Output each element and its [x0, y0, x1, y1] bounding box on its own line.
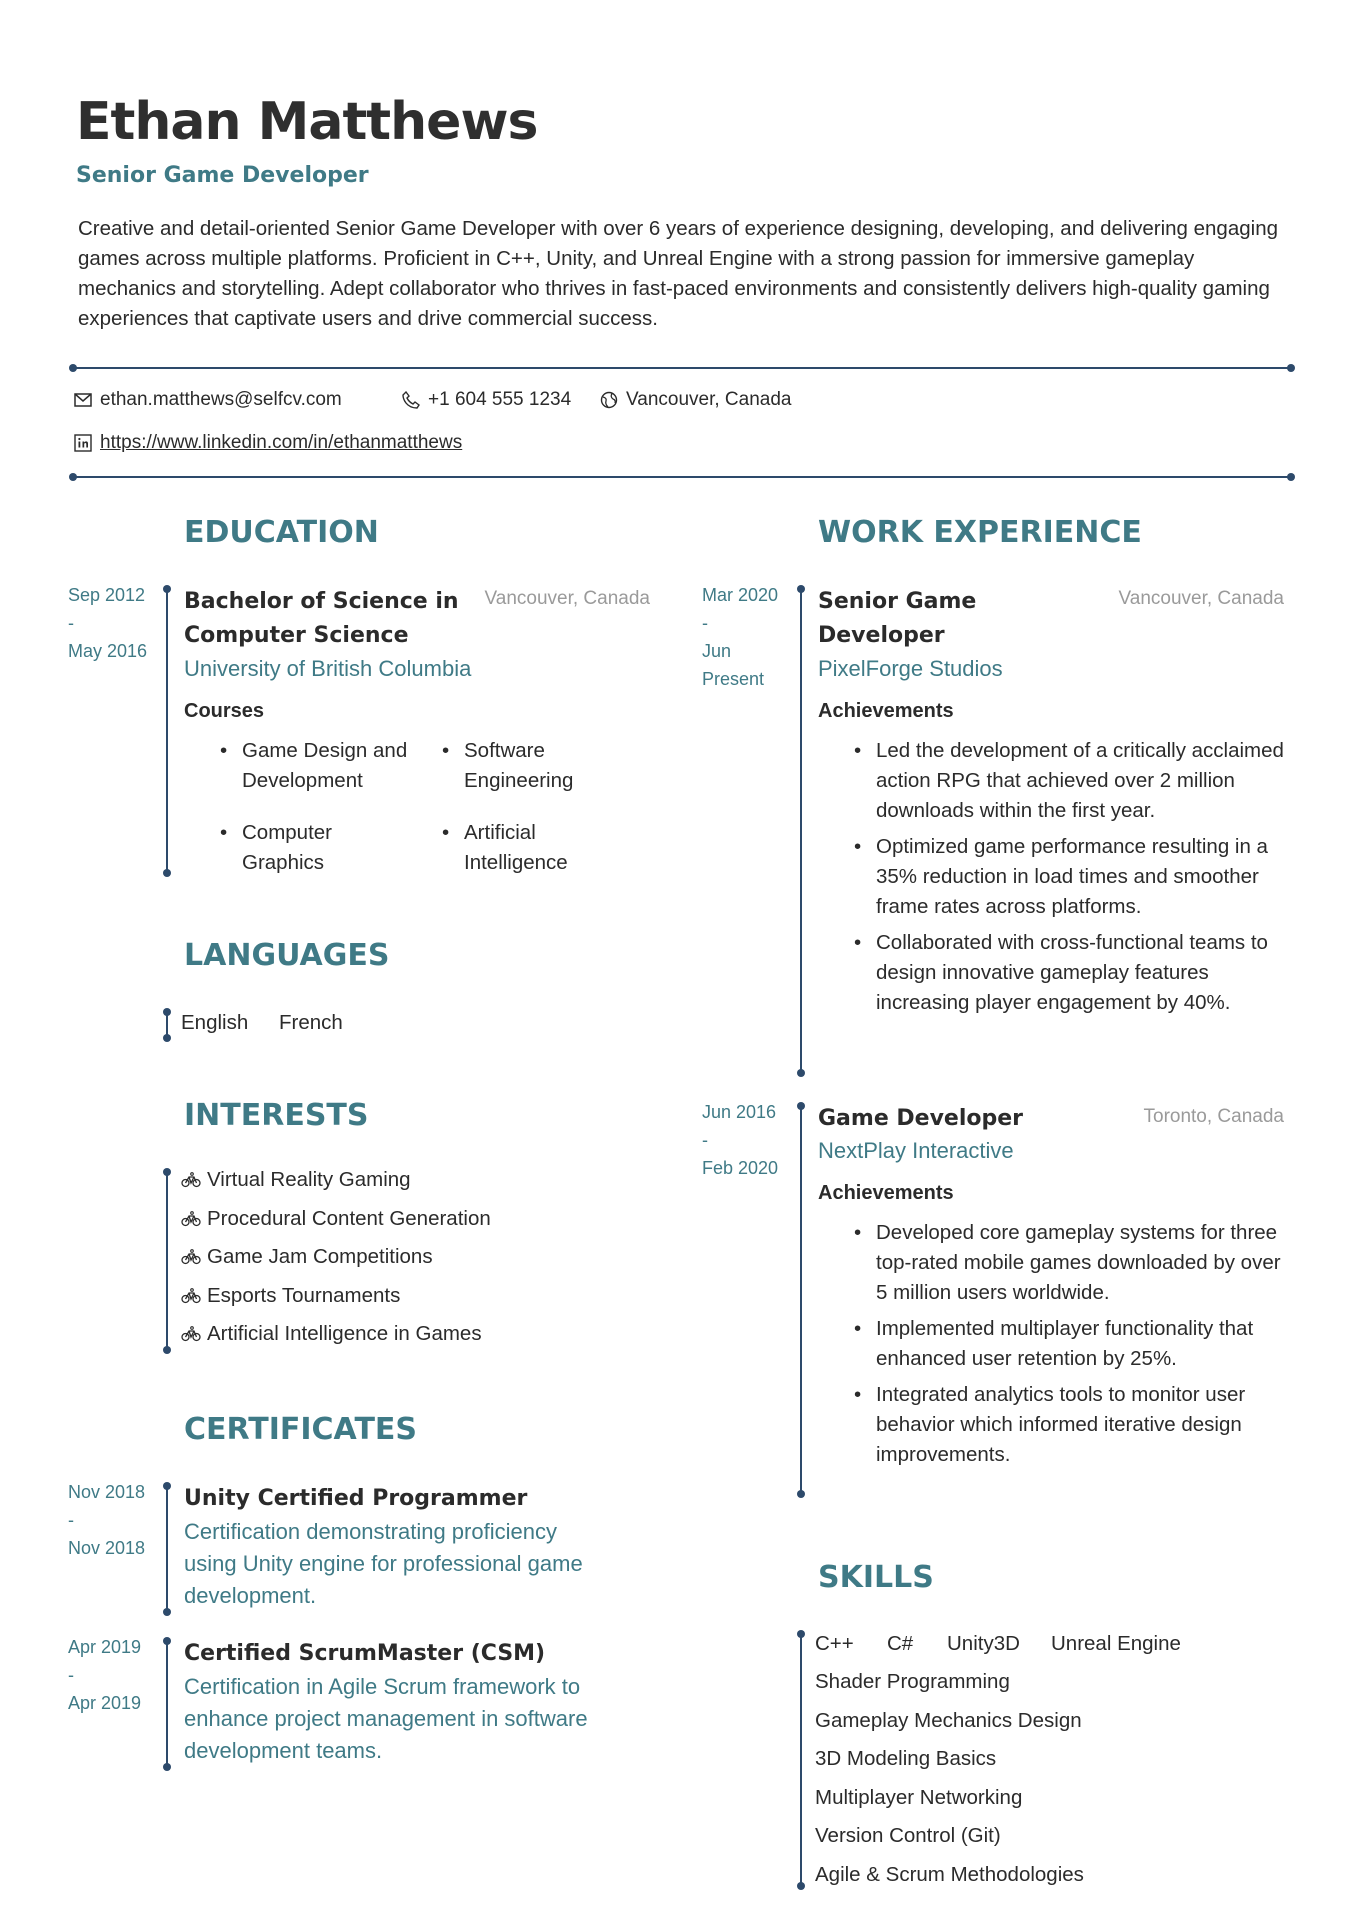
email-text: ethan.matthews@selfcv.com [100, 389, 342, 410]
phone-text: +1 604 555 1234 [428, 389, 572, 410]
bike-icon [181, 1326, 201, 1342]
job-location: Vancouver, Canada [1118, 588, 1284, 609]
contact-linkedin[interactable] [74, 432, 462, 454]
cert-title: Unity Certified Programmer [184, 1486, 528, 1511]
divider-bottom [72, 476, 1292, 478]
globe-icon [600, 391, 618, 409]
job-date-end: Feb 2020 [702, 1158, 779, 1178]
list-item: • Led the development of a critically acclaimed action RPG that achieved over 2 million downloads within the first year. [850, 736, 1290, 826]
list-item: • Implemented multiplayer functionality that enhanced user retention by 25%. [850, 1314, 1290, 1374]
skill-item: C# [887, 1632, 914, 1655]
interests-heading: INTERESTS [184, 1098, 369, 1133]
job-date-start: Mar 2020 [702, 585, 779, 605]
education-date-sep: - [68, 613, 74, 633]
skill-item: Gameplay Mechanics Design [815, 1709, 1082, 1732]
skill-item: C++ [815, 1632, 854, 1655]
work-heading: WORK EXPERIENCE [818, 515, 1142, 550]
education-location: Vancouver, Canada [484, 588, 650, 609]
linkedin-link[interactable]: https://www.linkedin.com/in/ethanmatthews [100, 432, 463, 453]
cert-timeline [166, 1485, 168, 1613]
course-item: • Computer Graphics [216, 818, 332, 878]
interest-item: Artificial Intelligence in Games [181, 1322, 482, 1346]
certificates-heading: CERTIFICATES [184, 1412, 418, 1447]
job-title-line-1: Senior Game [818, 589, 977, 614]
job-date-sep: - [702, 1130, 708, 1150]
languages-timeline [166, 1011, 168, 1039]
degree-line-2: Computer Science [184, 623, 409, 648]
job-date-sep: - [702, 613, 708, 633]
envelope-icon [74, 393, 92, 407]
cert-desc: Certification in Agile Scrum framework to enhance project management in software development teams. [184, 1674, 588, 1763]
contact-phone[interactable] [402, 389, 571, 411]
cert-date-end: Apr 2019 [68, 1693, 142, 1713]
bike-icon [181, 1249, 201, 1265]
skill-item: Multiplayer Networking [815, 1786, 1023, 1809]
interest-item: Procedural Content Generation [181, 1207, 491, 1231]
skill-item: Unity3D [947, 1632, 1020, 1655]
bike-icon [181, 1211, 201, 1227]
course-item: • Software Engineering [438, 736, 573, 796]
skills-timeline [800, 1633, 802, 1887]
cert-date-start: Nov 2018 [68, 1482, 146, 1502]
achievements-heading: Achievements [818, 1182, 954, 1204]
cert-date-sep: - [68, 1510, 74, 1530]
job-date-end: Jun [702, 641, 732, 661]
cert-title: Certified ScrumMaster (CSM) [184, 1641, 546, 1666]
courses-heading: Courses [184, 700, 265, 722]
job-date-start: Jun 2016 [702, 1102, 777, 1122]
candidate-name: Ethan Matthews [76, 92, 538, 152]
achievements-list [850, 736, 1290, 1024]
school-name: University of British Columbia [184, 656, 472, 681]
list-item: • Collaborated with cross-functional teams to design innovative gameplay features increasing player engagement by 40%. [850, 928, 1290, 1018]
job-timeline [800, 588, 802, 1074]
contact-email[interactable] [74, 389, 342, 411]
cert-timeline [166, 1640, 168, 1768]
cert-date-sep: - [68, 1665, 74, 1685]
skill-item: Agile & Scrum Methodologies [815, 1863, 1084, 1886]
language-french: French [279, 1011, 343, 1034]
interest-item: Esports Tournaments [181, 1284, 400, 1308]
skill-item: Unreal Engine [1051, 1632, 1181, 1655]
skill-item: 3D Modeling Basics [815, 1747, 997, 1770]
achievements-list [850, 1218, 1290, 1476]
bike-icon [181, 1288, 201, 1304]
linkedin-icon [74, 434, 92, 452]
job-date-end-2: Present [702, 669, 765, 689]
language-english: English [181, 1011, 249, 1034]
location-text: Vancouver, Canada [626, 389, 792, 410]
languages-heading: LANGUAGES [184, 938, 390, 973]
education-date-start: Sep 2012 [68, 585, 146, 605]
list-item: • Optimized game performance resulting in a 35% reduction in load times and smoother frame rates across platforms. [850, 832, 1290, 922]
divider-top [72, 367, 1292, 369]
education-heading: EDUCATION [184, 515, 379, 550]
cert-desc: Certification demonstrating proficiency using Unity engine for professional game development. [184, 1519, 583, 1608]
company-name: PixelForge Studios [818, 656, 1003, 681]
list-item: • Integrated analytics tools to monitor user behavior which informed iterative design improvements. [850, 1380, 1290, 1470]
summary-text: Creative and detail-oriented Senior Game Developer with over 6 years of experience designing, developing, and delivering engaging games across multiple platforms. Proficient in C++, Unity, and Unreal Engine with a strong passion for immersive gameplay mechanics and storytelling. Adept collaborator who thrives in fast-paced environments and consistently delivers high-quality gaming experiences that captivate users and drive commercial success. [78, 217, 1278, 330]
skills-heading: SKILLS [818, 1560, 934, 1595]
job-title: Senior Game Developer [76, 163, 369, 188]
interest-item: Virtual Reality Gaming [181, 1168, 411, 1192]
job-timeline [800, 1105, 802, 1495]
list-item: • Developed core gameplay systems for three top-rated mobile games downloaded by over 5 million users worldwide. [850, 1218, 1290, 1308]
course-item: • Artificial Intelligence [438, 818, 568, 878]
company-name: NextPlay Interactive [818, 1138, 1014, 1163]
achievements-heading: Achievements [818, 700, 954, 722]
skill-item: Shader Programming [815, 1670, 1010, 1693]
interest-item: Game Jam Competitions [181, 1245, 433, 1269]
degree-line-1: Bachelor of Science in [184, 589, 459, 614]
contact-location [600, 389, 792, 411]
bike-icon [181, 1172, 201, 1188]
skill-item: Version Control (Git) [815, 1824, 1001, 1847]
course-item: • Game Design and Development [216, 736, 407, 796]
interests-timeline [166, 1171, 168, 1351]
phone-icon [402, 391, 420, 409]
job-location: Toronto, Canada [1143, 1106, 1284, 1127]
job-title: Game Developer [818, 1106, 1024, 1131]
cert-date-start: Apr 2019 [68, 1637, 142, 1657]
education-date-end: May 2016 [68, 641, 148, 661]
education-timeline [166, 588, 168, 874]
cert-date-end: Nov 2018 [68, 1538, 146, 1558]
job-title-line-2: Developer [818, 623, 945, 648]
